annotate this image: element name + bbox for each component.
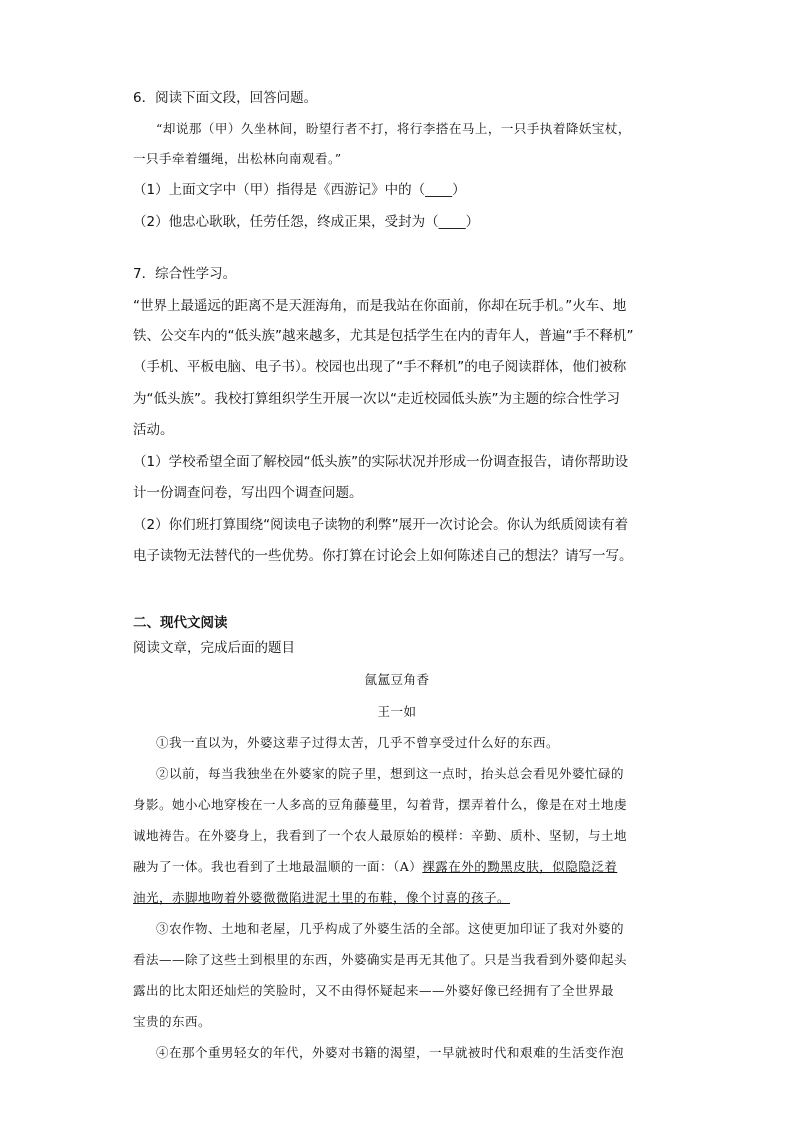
article-paragraph-2-line: 诚地祷告。在外婆身上，我看到了一个农人最原始的模样：辛勤、质朴、坚韧，与土地: [133, 828, 628, 843]
article-paragraph-3-line: 宝贵的东西。: [133, 1014, 212, 1029]
article-paragraph-3-line: ③农作物、土地和老屋，几乎构成了外婆生活的全部。这使更加印证了我对外婆的: [156, 921, 625, 936]
article-paragraph-3-line: 看法——除了这些土到根里的东西，外婆确实是再无其他了。只是当我看到外婆仰起头: [133, 952, 628, 967]
section-2-instruction: 阅读文章，完成后面的题目: [133, 640, 295, 656]
question-7-sub-2-line: 电子读物无法替代的一些优势。你打算在讨论会上如何陈述自己的想法？请写一写。: [133, 548, 633, 564]
section-2-title: 二、现代文阅读: [133, 615, 228, 631]
question-6-quote-line-1: “却说那（甲）久坐林间，盼望行者不打，将行李搭在马上，一只手执着降妖宝杖，: [156, 121, 631, 136]
question-7-paragraph-line: 活动。: [133, 422, 174, 438]
question-7-sub-1-line: （1）学校希望全面了解校园“低头族”的实际状况并形成一份调查报告，请你帮助设: [133, 454, 629, 470]
question-6-sub-2: （2）他忠心耿耿，任劳任怨，终成正果，受封为（____）: [133, 214, 480, 230]
article-paragraph-2-line: ②以前，每当我独坐在外婆家的院子里，想到这一点时，抬头总会看见外婆忙碌的: [156, 766, 625, 781]
article-author: 王一如: [377, 704, 417, 719]
question-7-sub-2-line: （2）你们班打算围绕“阅读电子读物的利弊”展开一次讨论会。你认为纸质阅读有着: [133, 517, 629, 533]
question-6-heading: 6．阅读下面文段，回答问题。: [133, 90, 318, 106]
question-7-sub-1-line: 计一份调查问卷，写出四个调查问题。: [133, 485, 363, 501]
article-paragraph-2-text: 融为了一体。我也看到了土地最温顺的一面：（A）: [133, 859, 423, 874]
question-7-paragraph-line: 铁、公交车内的“低头族”越来越多，尤其是包括学生在内的青年人，普遍“手不释机”: [133, 328, 634, 344]
article-paragraph-1: ①我一直以为，外婆这辈子过得太苦，几乎不曾享受过什么好的东西。: [156, 735, 560, 750]
article-paragraph-2-line: 身影。她小心地穿梭在一人多高的豆角藤蔓里，勾着背，摆弄着什么，像是在对土地虔: [133, 797, 628, 812]
article-paragraph-2-line: [133, 857, 617, 877]
underlined-sentence-a: 裸露在外的黝黑皮肤，似隐隐泛着: [422, 859, 618, 874]
question-7-heading: 7．综合性学习。: [133, 266, 237, 282]
question-7-paragraph-line: “世界上最遥远的距离不是天涯海角，而是我站在你面前，你却在玩手机。”火车、地: [133, 298, 627, 314]
underlined-sentence-a-continued: 油光，赤脚地吻着外婆微微陷进泥土里的布鞋，像个讨喜的孩子。: [133, 890, 511, 905]
article-title: 氤氲豆角香: [364, 672, 430, 687]
question-7-paragraph-line: （手机、平板电脑、电子书）。校园也出现了“手不释机”的电子阅读群体，他们被称: [133, 359, 627, 375]
article-paragraph-4-line: ④在那个重男轻女的年代，外婆对书籍的渴望，一早就被时代和艰难的生活变作泡: [156, 1045, 625, 1060]
question-7-paragraph-line: 为“低头族”。我校打算组织学生开展一次以“走近校园低头族”为主题的综合性学习: [133, 391, 620, 407]
question-6-quote-line-2: 一只手牵着缰绳，出松林向南观看。”: [133, 151, 342, 166]
article-paragraph-3-line: 露出的比太阳还灿烂的笑脸时，又不由得怀疑起来——外婆好像已经拥有了全世界最: [133, 983, 615, 998]
question-6-sub-1: （1）上面文字中（甲）指得是《西游记》中的（____）: [133, 182, 466, 198]
